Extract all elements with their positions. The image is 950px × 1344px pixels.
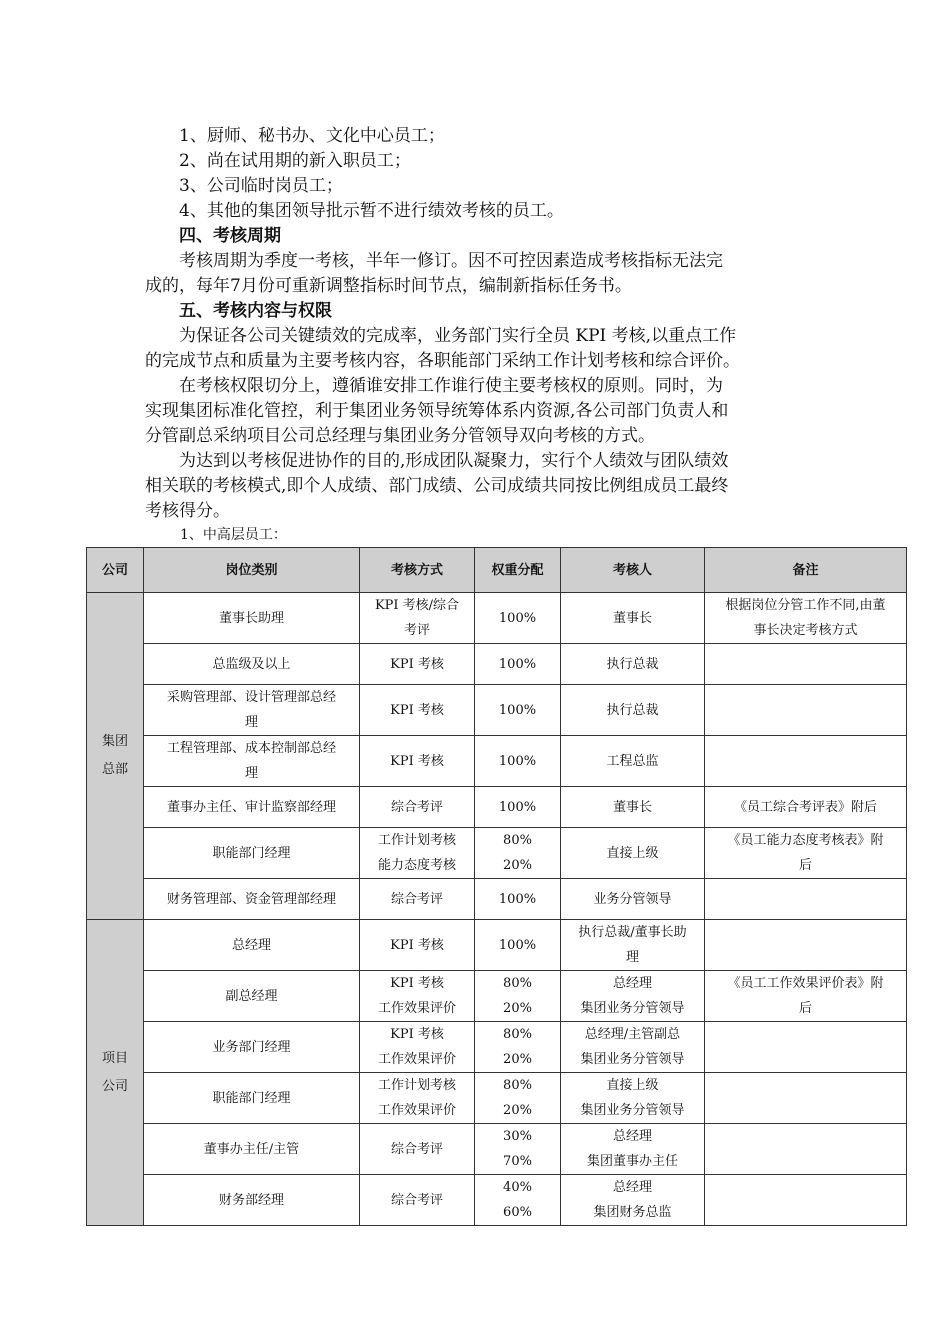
section-heading: 五、考核内容与权限 [179,301,332,321]
cell-weight [475,787,561,828]
cell-text: 理 [625,950,639,965]
header-post: 岗位类别 [144,548,360,593]
cell-text: 业务分管领导 [593,891,672,907]
cell-text: 直接上级 [606,845,659,861]
cell-text: 副总经理 [225,988,278,1004]
list-item: 4、其他的集团领导批示暂不进行绩效考核的员工。 [179,201,564,221]
cell-method [360,920,475,971]
cell-text: 20% [503,1001,532,1016]
table-row [87,593,907,644]
cell-text: 执行总裁/董事长助 [578,925,687,940]
table-row [87,1175,907,1226]
cell-text: 工作效果评价 [377,1001,456,1016]
table-header-row [87,548,907,593]
cell-method [360,828,475,879]
cell-text: 直接上级 [606,1078,659,1093]
cell-text: 后 [798,858,812,873]
paragraph-line: 分管副总采纳项目公司总经理与集团业务分管领导双向考核的方式。 [145,426,655,446]
cell-text: 根据岗位分管工作不同,由董 [725,598,886,613]
cell-text: 工程总监 [606,753,659,769]
table-row [87,1022,907,1073]
cell-note [705,1124,907,1175]
cell-post [144,879,360,920]
table-row [87,685,907,736]
cell-text: 总经理 [612,1129,652,1144]
cell-text: 考评 [403,623,430,638]
paragraph-line: 考核得分。 [145,501,230,521]
cell-text: 后 [798,1001,812,1016]
cell-text: 80% [503,976,532,991]
cell-text: 集团董事办主任 [586,1154,678,1169]
cell-post [144,1124,360,1175]
cell-method [360,1124,475,1175]
cell-note [705,828,907,879]
table-row [87,787,907,828]
cell-post [144,1022,360,1073]
table-row [87,644,907,685]
cell-text: 财务管理部、资金管理部经理 [166,891,336,907]
cell-text: KPI 考核 [390,976,444,991]
list-item: 3、公司临时岗员工； [179,176,343,196]
cell-method [360,1175,475,1226]
cell-text: KPI 考核 [390,753,444,769]
header-method: 考核方式 [360,548,475,593]
cell-reviewer [561,685,705,736]
cell-weight [475,1124,561,1175]
cell-note [705,920,907,971]
cell-text: 100% [498,702,537,718]
exclusion-list [145,124,805,524]
cell-weight [475,971,561,1022]
cell-post [144,685,360,736]
cell-text: 董事办主任/主管 [203,1141,300,1157]
cell-text: 《员工综合考评表》附后 [733,799,877,815]
cell-text: 集团 [101,734,128,749]
cell-text: 执行总裁 [606,702,659,718]
paragraph-line: 为保证各公司关键绩效的完成率，业务部门实行全员 KPI 考核,以重点工作 [179,326,737,346]
table-row [87,1073,907,1124]
cell-text: 执行总裁 [606,656,659,672]
cell-post [144,593,360,644]
cell-text: 80% [503,1027,532,1042]
cell-text: 《员工能力态度考核表》附 [727,833,884,848]
cell-text: 总监级及以上 [212,656,291,672]
cell-text: 集团财务总监 [593,1205,672,1220]
paragraph-line: 考核周期为季度一考核，半年一修订。因不可控因素造成考核指标无法完 [179,251,723,271]
paragraph-line: 相关联的考核模式,即个人成绩、部门成绩、公司成绩共同按比例组成员工最终 [145,476,729,496]
cell-text: 20% [503,858,532,873]
cell-weight [475,736,561,787]
cell-post [144,1175,360,1226]
cell-note [705,1022,907,1073]
cell-note [705,685,907,736]
header-company: 公司 [87,548,144,593]
cell-text: KPI 考核 [390,656,444,672]
cell-text: 理 [244,715,258,730]
cell-weight [475,1022,561,1073]
cell-text: 总经理 [612,1180,652,1195]
table-row [87,736,907,787]
cell-note [705,879,907,920]
cell-method [360,593,475,644]
cell-note [705,1073,907,1124]
cell-text: 事长决定考核方式 [753,623,858,638]
cell-text: KPI 考核 [390,702,444,718]
cell-post [144,736,360,787]
cell-text: 董事长助理 [218,610,284,626]
cell-method [360,644,475,685]
cell-note [705,593,907,644]
cell-weight [475,1073,561,1124]
cell-text: 职能部门经理 [212,1090,291,1106]
cell-post [144,971,360,1022]
cell-reviewer [561,1073,705,1124]
cell-note [705,736,907,787]
cell-post [144,920,360,971]
cell-post [144,644,360,685]
cell-text: 董事办主任、审计监察部经理 [166,799,336,815]
cell-post [144,1073,360,1124]
cell-weight [475,644,561,685]
cell-company [87,920,144,1226]
cell-text: KPI 考核 [390,1027,444,1042]
cell-reviewer [561,1124,705,1175]
cell-note [705,644,907,685]
cell-reviewer [561,1175,705,1226]
cell-text: 工作计划考核 [377,1078,456,1093]
cell-text: 100% [498,891,537,907]
cell-text: 业务部门经理 [212,1039,291,1055]
cell-reviewer [561,1022,705,1073]
cell-reviewer [561,736,705,787]
cell-text: 工作计划考核 [377,833,456,848]
cell-text: 100% [498,753,537,769]
cell-text: 总经理/主管副总 [584,1027,681,1042]
table-row [87,828,907,879]
cell-reviewer [561,971,705,1022]
cell-text: 董事长 [612,610,652,626]
cell-text: 100% [498,656,537,672]
assessment-table [86,547,907,1226]
list-item: 2、尚在试用期的新入职员工； [179,151,411,171]
paragraph-line: 的完成节点和质量为主要考核内容，各职能部门采纳工作计划考核和综合评价。 [145,351,740,371]
cell-text: 董事长 [612,799,652,815]
cell-text: 理 [244,766,258,781]
cell-reviewer [561,920,705,971]
cell-note [705,971,907,1022]
paragraph-line: 为达到以考核促进协作的目的,形成团队凝聚力，实行个人绩效与团队绩效 [179,451,729,471]
cell-text: 财务部经理 [218,1192,284,1208]
table-row [87,971,907,1022]
header-reviewer: 考核人 [561,548,705,593]
header-weight: 权重分配 [475,548,561,593]
cell-reviewer [561,787,705,828]
list-item: 1、厨师、秘书办、文化中心员工； [179,126,445,146]
cell-text: 集团业务分管领导 [580,1052,685,1067]
cell-note [705,787,907,828]
cell-text: 能力态度考核 [377,858,456,873]
cell-weight [475,685,561,736]
paragraph-line: 在考核权限切分上，遵循谁安排工作谁行使主要考核权的原则。同时，为 [179,376,723,396]
cell-text: KPI 考核 [390,937,444,953]
cell-text: 100% [498,799,537,815]
cell-text: 总经理 [231,937,271,953]
cell-text: 工程管理部、成本控制部总经 [166,741,336,756]
cell-text: 综合考评 [390,891,443,907]
cell-text: 职能部门经理 [212,845,291,861]
cell-method [360,971,475,1022]
cell-method [360,1073,475,1124]
cell-text: 公司 [101,1078,128,1094]
cell-text: 100% [498,937,537,953]
cell-weight [475,879,561,920]
table-row [87,879,907,920]
cell-text: 总经理 [612,976,652,991]
cell-post [144,787,360,828]
cell-method [360,787,475,828]
cell-text: 集团业务分管领导 [580,1103,685,1118]
header-note: 备注 [705,548,907,593]
cell-text: 40% [503,1180,532,1195]
cell-weight [475,828,561,879]
cell-method [360,736,475,787]
cell-text: KPI 考核/综合 [374,598,460,613]
cell-company [87,593,144,920]
cell-text: 20% [503,1052,532,1067]
cell-text: 工作效果评价 [377,1052,456,1067]
cell-reviewer [561,644,705,685]
cell-weight [475,593,561,644]
cell-text: 综合考评 [390,1141,443,1157]
cell-post [144,828,360,879]
cell-method [360,879,475,920]
cell-weight [475,920,561,971]
table-label: 1、中高层员工： [180,527,287,543]
paragraph-line: 实现集团标准化管控，利于集团业务领导统筹体系内资源,各公司部门负责人和 [145,401,729,421]
cell-text: 30% [503,1129,532,1144]
cell-text: 80% [503,833,532,848]
cell-text: 总部 [101,762,128,777]
cell-text: 100% [498,610,537,626]
cell-method [360,685,475,736]
cell-text: 采购管理部、设计管理部总经 [166,690,336,705]
paragraph-line: 成的，每年7月份可重新调整指标时间节点，编制新指标任务书。 [145,276,632,296]
cell-text: 20% [503,1103,532,1118]
cell-text: 综合考评 [390,799,443,815]
cell-text: 70% [503,1154,532,1169]
cell-reviewer [561,879,705,920]
cell-reviewer [561,828,705,879]
cell-note [705,1175,907,1226]
cell-text: 60% [503,1205,532,1220]
cell-weight [475,1175,561,1226]
section-heading: 四、考核周期 [179,226,281,246]
table-row [87,920,907,971]
cell-text: 项目 [101,1050,128,1066]
cell-text: 集团业务分管领导 [580,1001,685,1016]
cell-text: 80% [503,1078,532,1093]
table-row [87,1124,907,1175]
cell-reviewer [561,593,705,644]
cell-method [360,1022,475,1073]
cell-text: 工作效果评价 [377,1103,456,1118]
cell-text: 综合考评 [390,1192,443,1208]
cell-text: 《员工工作效果评价表》附 [727,976,884,991]
